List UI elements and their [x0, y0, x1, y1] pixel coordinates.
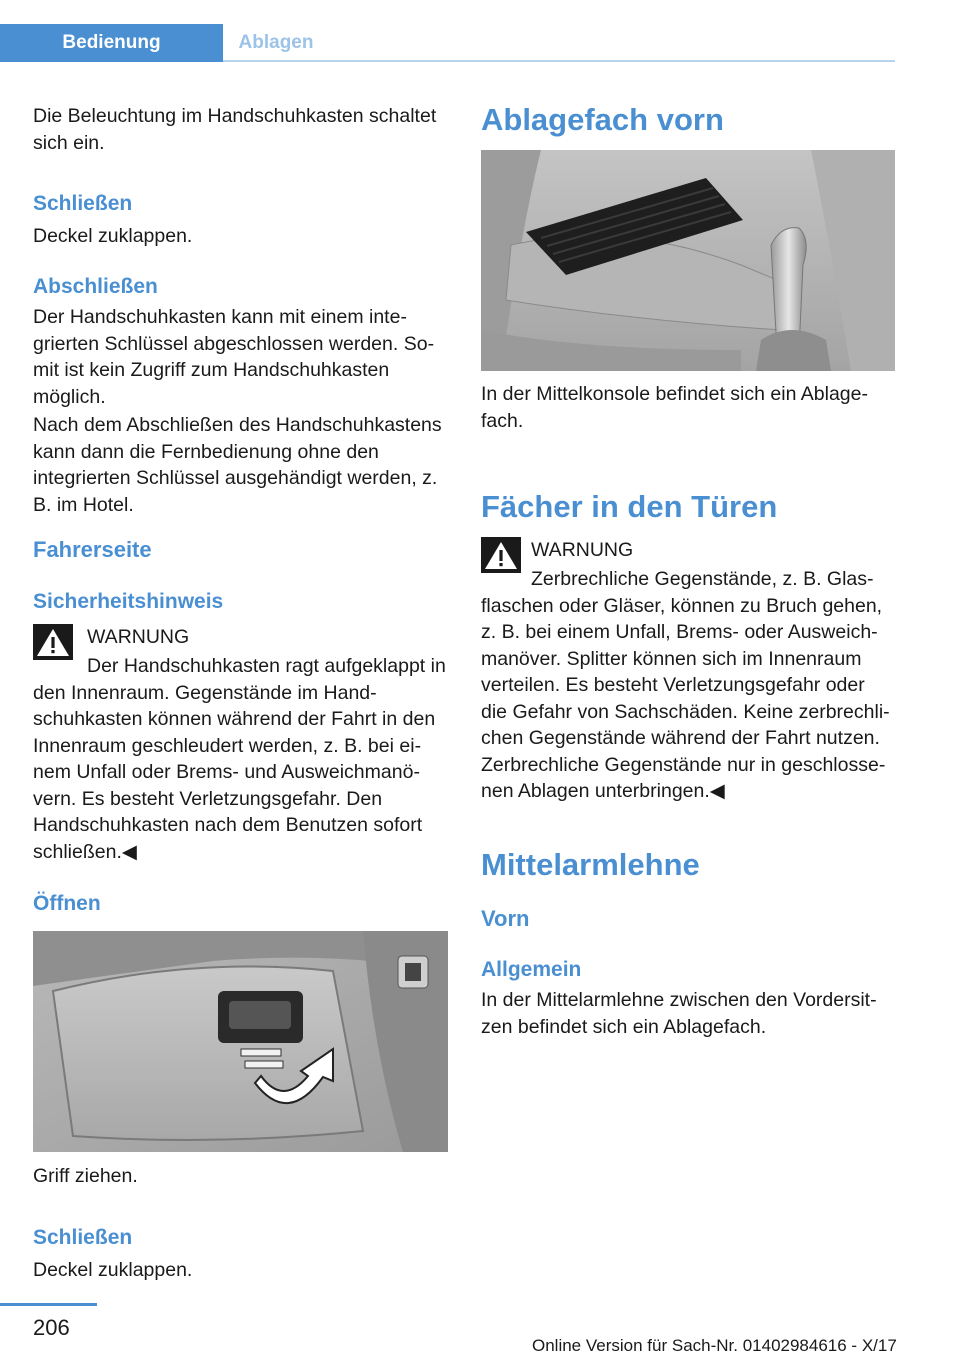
warning-label: WARNUNG [531, 539, 634, 561]
heading-oeffnen: Öffnen [33, 892, 101, 915]
tab-ablagen[interactable]: Ablagen [223, 24, 329, 62]
footer-online-version: Online Version für Sach-Nr. 01402984616 - X/17 [532, 1336, 897, 1355]
heading-allgemein: Allgemein [481, 958, 582, 981]
front-text: In der Mittelkonsole befindet sich ein Ablagefach. [481, 383, 868, 432]
heading-ablagefach-vorn: Ablagefach vorn [481, 102, 724, 137]
heading-abschliessen: Abschließen [33, 275, 158, 298]
warning-text: Zerbrechliche Gegenstände, z. B. Glasflaschen oder Gläser, können zu Bruch gehen, z. B. bei einem Unfall, Brems- oder Ausweichmanöver. Splitter können sich im Innenraum verteilen. Es besteht Verletzungsgefahr oder die Gefahr von Sachschäden. Keine zerbrechlichen Gegenstände während der Fahrt nutzen. Zerbrechliche Gegenstände nur in geschlossenen Ablagen unterbringen.◀ [481, 568, 890, 802]
warning-text: Der Handschuhkasten ragt aufgeklappt in den Innenraum. Gegenstände im Handschuhkasten können während der Fahrt in den Innenraum geschleudert werden, z. B. bei einem Unfall oder Brems- und Ausweichmanövern. Es besteht Verletzungsgefahr. Den Handschuhkasten nach dem Benutzen sofort schließen.◀ [33, 655, 446, 863]
header-divider [223, 60, 895, 62]
console-photo [481, 150, 895, 371]
open-caption: Griff ziehen. [33, 1165, 138, 1187]
warning-block-left [33, 624, 448, 864]
general-text: In der Mittelarmlehne zwischen den Vordersitzen befindet sich ein Ablagefach. [481, 989, 877, 1038]
close-text-2: Deckel zuklappen. [33, 1259, 193, 1281]
header-tabs [0, 24, 329, 62]
warning-label: WARNUNG [87, 626, 190, 648]
heading-schliessen-2: Schließen [33, 1226, 133, 1249]
heading-sicherheitshinweis: Sicherheitshinweis [33, 590, 224, 613]
tab-bedienung[interactable]: Bedienung [0, 24, 223, 62]
lock-text-2: Nach dem Abschließen des Handschuhkastens kann dann die Fernbedienung ohne den integrierten Schlüssel ausgehändigt werden, z. B. im Hotel. [33, 414, 442, 516]
glovebox-photo [33, 931, 448, 1152]
heading-fahrerseite: Fahrerseite [33, 537, 152, 562]
lock-text-1: Der Handschuhkasten kann mit einem integrierten Schlüssel abgeschlossen werden. Somit ist kein Zugriff zum Handschuhkasten möglich. [33, 306, 435, 408]
heading-faecher-tueren: Fächer in den Türen [481, 489, 778, 524]
heading-schliessen-1: Schließen [33, 192, 133, 215]
heading-vorn: Vorn [481, 906, 530, 931]
intro-text: Die Beleuchtung im Handschuhkasten schaltet sich ein. [33, 105, 437, 154]
heading-mittelarmlehne: Mittelarmlehne [481, 847, 700, 882]
page-number: 206 [33, 1315, 70, 1340]
close-text-1: Deckel zuklappen. [33, 225, 193, 247]
page-number-rule [0, 1303, 97, 1306]
warning-block-right [481, 537, 895, 802]
